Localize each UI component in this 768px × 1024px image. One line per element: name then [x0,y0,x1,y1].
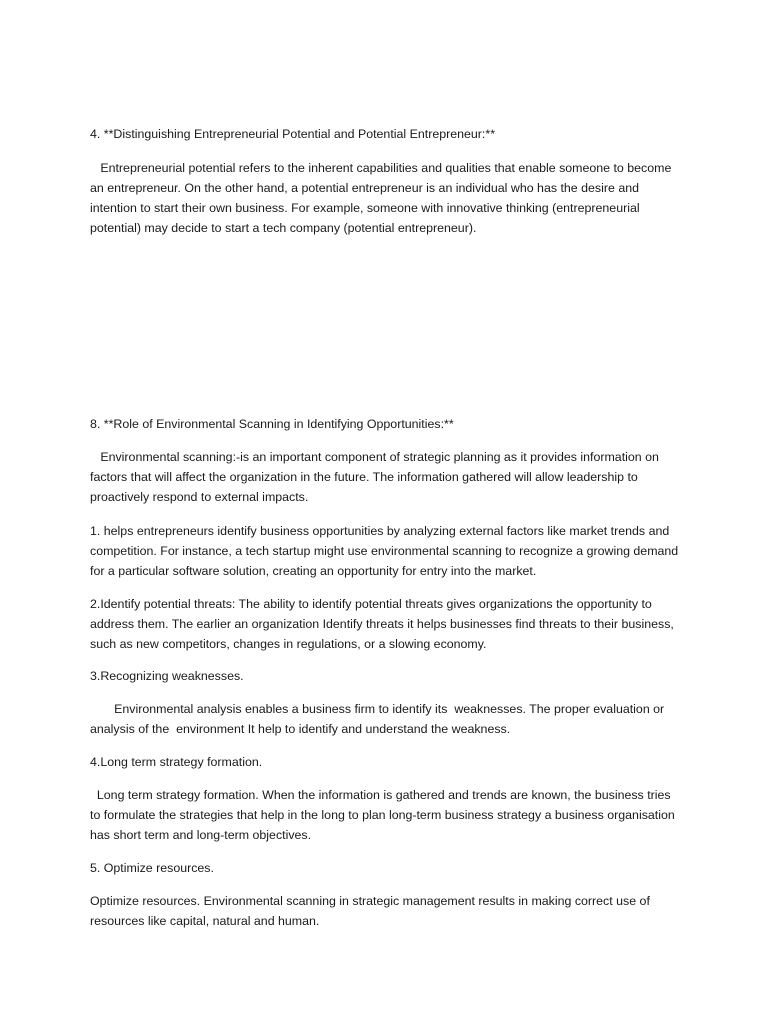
point-4-body-block [90,785,680,845]
section-8-heading: 8. **Role of Environmental Scanning in Identifying Opportunities:** [90,417,454,431]
point-5-body: Optimize resources. Environmental scanning in strategic management results in making correct use of resources like capital, natural and human. [90,894,654,928]
section-8-heading-block [90,414,680,434]
point-5-title: 5. Optimize resources. [90,861,214,875]
point-5-body-block [90,891,680,931]
point-1-block [90,521,680,581]
point-3-title-block [90,666,680,686]
point-3-body-block [90,699,680,739]
section-8-intro: Environmental scanning:-is an important component of strategic planning as it provides information on factors that will affect the organization in the future. The information gathered will allow leadership to proactively respond to external impacts. [90,450,663,504]
point-3-title: 3.Recognizing weaknesses. [90,669,244,683]
section-4-paragraph-block [90,158,680,238]
point-2-block [90,594,680,654]
section-4-heading: 4. **Distinguishing Entrepreneurial Potential and Potential Entrepreneur:** [90,127,496,141]
point-5-title-block [90,858,680,878]
point-4-body: Long term strategy formation. When the information is gathered and trends are known, the business tries to formulate the strategies that help in the long to plan long-term business strategy a business organisation has short term and long-term objectives. [90,788,679,842]
section-8-intro-block [90,447,680,507]
section-4-paragraph: Entrepreneurial potential refers to the inherent capabilities and qualities that enable someone to become an entrepreneur. On the other hand, a potential entrepreneur is an individual who has the desire and intention to start their own business. For example, someone with innovative thinking (entrepreneurial potential) may decide to start a tech company (potential entrepreneur). [90,161,675,235]
section-4-heading-block [90,124,680,144]
point-4-title-block [90,752,680,772]
point-1-paragraph: 1. helps entrepreneurs identify business opportunities by analyzing external factors like market trends and competition. For instance, a tech startup might use environmental scanning to recognize a growing demand for a particular software solution, creating an opportunity for entry into the market. [90,524,682,578]
point-3-body: Environmental analysis enables a business firm to identify its weaknesses. The proper evaluation or analysis of the environment It help to identify and understand the weakness. [90,702,668,736]
point-4-title: 4.Long term strategy formation. [90,755,263,769]
point-2-paragraph: 2.Identify potential threats: The ability to identify potential threats gives organizations the opportunity to address them. The earlier an organization Identify threats it helps businesses find threats to their business, such as new competitors, changes in regulations, or a slowing economy. [90,597,678,651]
